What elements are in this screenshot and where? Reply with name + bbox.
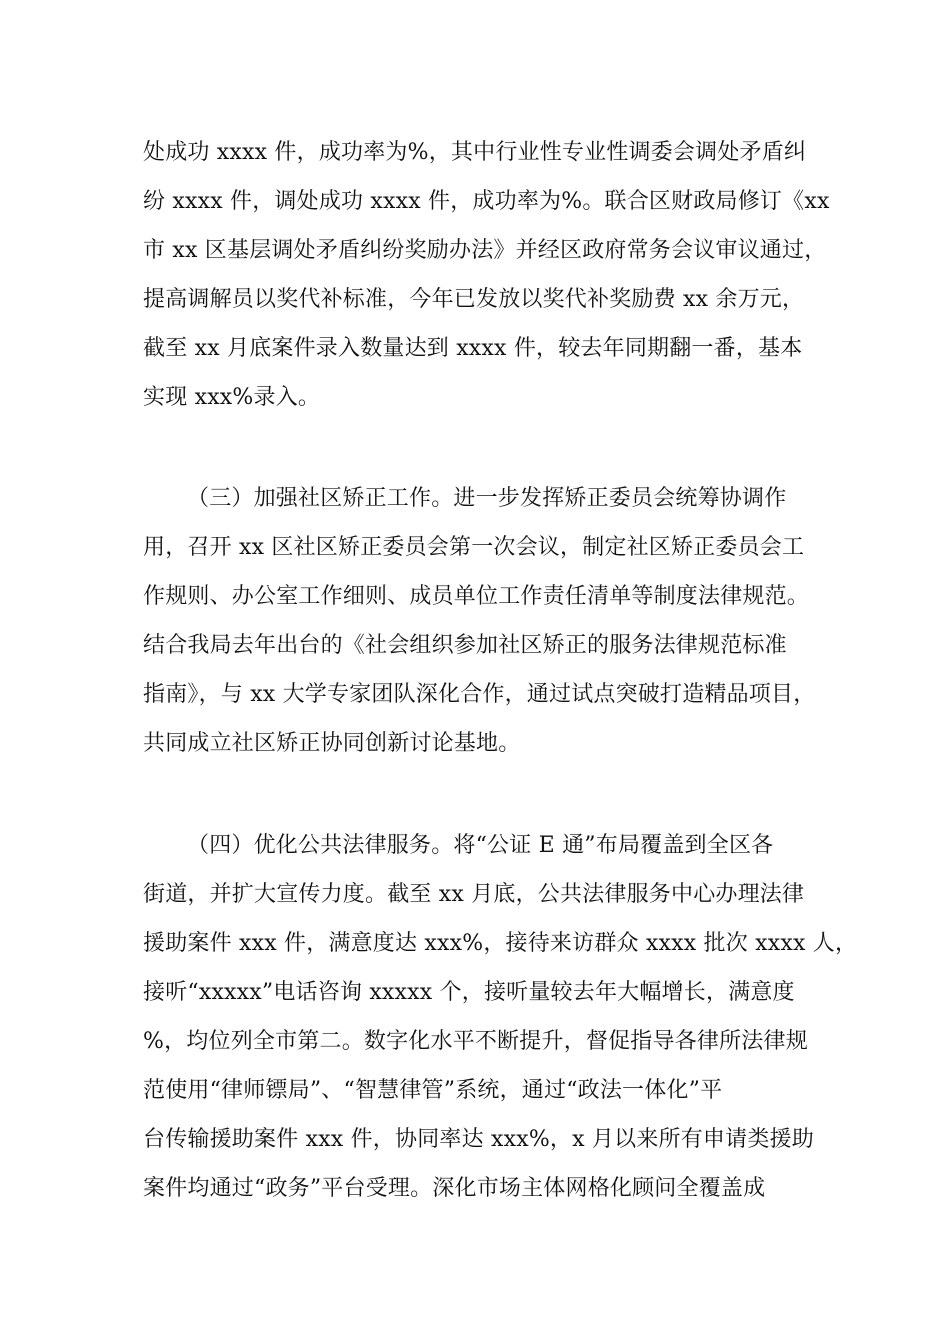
text-line: 作规则、办公室工作细则、成员单位工作责任清单等制度法律规范。 xyxy=(143,584,810,609)
text-line: 提高调解员以奖代补标准，今年已发放以奖代补奖励费 xx 余万元， xyxy=(143,287,805,312)
text-line: （四）优化公共法律服务。将“公证 E 通”布局覆盖到全区各 xyxy=(187,833,774,858)
text-line: 结合我局去年出台的《社会组织参加社区矫正的服务法律规范标准 xyxy=(143,633,787,658)
text-line: 援助案件 xxx 件，满意度达 xxx%，接待来访群众 xxxx 批次 xxxx 人， xyxy=(143,931,858,956)
text-line: 共同成立社区矫正协同创新讨论基地。 xyxy=(143,731,521,756)
text-line: 用，召开 xx 区社区矫正委员会第一次会议，制定社区矫正委员会工 xyxy=(143,535,805,560)
text-line: %，均位列全市第二。数字化水平不断提升，督促指导各律所法律规 xyxy=(143,1029,808,1054)
text-line: 纷 xxxx 件，调处成功 xxxx 件，成功率为%。联合区财政局修订《xx xyxy=(143,189,830,214)
paragraph-community-correction xyxy=(143,474,823,768)
text-line: 实现 xxx%录入。 xyxy=(143,385,321,410)
text-line: 处成功 xxxx 件，成功率为%，其中行业性专业性调委会调处矛盾纠 xyxy=(143,140,807,165)
paragraph-mediation-results xyxy=(143,128,830,422)
text-line: （三）加强社区矫正工作。进一步发挥矫正委员会统筹协调作 xyxy=(187,486,787,511)
text-line: 台传输援助案件 xxx 件，协同率达 xxx%，x 月以来所有申请类援助 xyxy=(143,1127,814,1152)
text-line: 截至 xx 月底案件录入数量达到 xxxx 件，较去年同期翻一番，基本 xyxy=(143,336,803,361)
text-line: 指南》，与 xx 大学专家团队深化合作，通过试点突破打造精品项目， xyxy=(143,682,816,707)
text-line: 接听“xxxxx”电话咨询 xxxxx 个，接听量较去年大幅增长，满意度 xyxy=(143,980,795,1005)
paragraph-public-legal-services xyxy=(143,821,858,1213)
text-line: 范使用“律师镖局”、“智慧律管”系统，通过“政法一体化”平 xyxy=(143,1078,723,1103)
text-line: 街道，并扩大宣传力度。截至 xx 月底，公共法律服务中心办理法律 xyxy=(143,882,805,907)
text-line: 案件均通过“政务”平台受理。深化市场主体网格化顾问全覆盖成 xyxy=(143,1176,766,1201)
text-line: 市 xx 区基层调处矛盾纠纷奖励办法》并经区政府常务会议审议通过， xyxy=(143,238,827,263)
